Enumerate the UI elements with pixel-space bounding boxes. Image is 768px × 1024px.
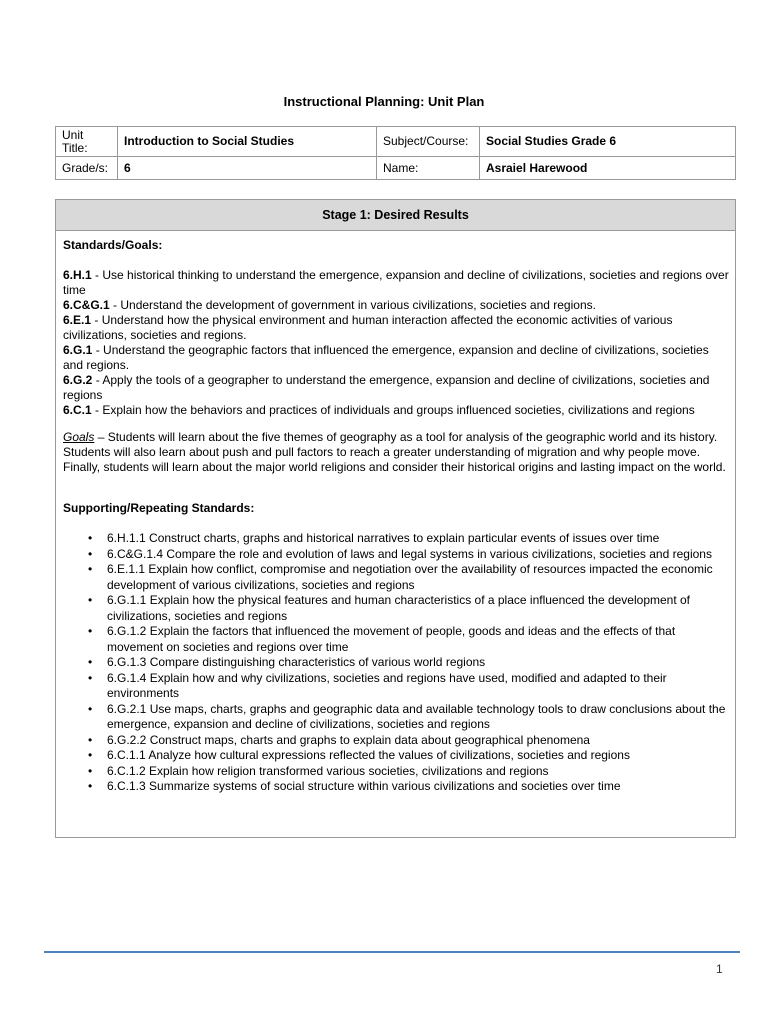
standard-item bbox=[63, 403, 729, 418]
standard-item bbox=[63, 373, 729, 403]
supporting-heading: Supporting/Repeating Standards: bbox=[63, 501, 255, 515]
page-number: 1 bbox=[716, 962, 723, 976]
unit-title-label: Unit Title: bbox=[56, 127, 118, 157]
grades-value: 6 bbox=[118, 157, 377, 180]
standard-text: - Apply the tools of a geographer to understand the emergence, expansion and decline of civilizations, societies and regions bbox=[63, 373, 710, 402]
unit-header-table bbox=[55, 126, 736, 180]
supporting-item bbox=[88, 779, 729, 795]
supporting-item bbox=[88, 670, 729, 702]
goals-paragraph bbox=[63, 430, 729, 475]
bullet-icon: • bbox=[88, 748, 93, 762]
standard-code: 6.C&G.1 bbox=[63, 298, 110, 312]
supporting-item bbox=[88, 732, 729, 749]
supporting-text: 6.C.1.2 Explain how religion transformed various societies, civilizations and regions bbox=[107, 763, 549, 778]
supporting-text: 6.G.1.1 Explain how the physical features and human characteristics of a place influenced the development of civilizations, societies and regions bbox=[107, 593, 691, 623]
supporting-text: 6.C&G.1.4 Compare the role and evolution of laws and legal systems in various civilizations, societies and regions bbox=[107, 546, 712, 561]
name-label: Name: bbox=[377, 157, 480, 180]
supporting-text: 6.E.1.1 Explain how conflict, compromise and negotiation over the availability of resources impacted the economic development of various civilizations, societies and regions bbox=[107, 562, 713, 592]
standards-heading: Standards/Goals: bbox=[63, 238, 163, 252]
standard-code: 6.G.1 bbox=[63, 343, 93, 357]
stage1-heading: Stage 1: Desired Results bbox=[56, 200, 735, 231]
stage1-body bbox=[56, 231, 735, 795]
footer-divider bbox=[44, 951, 740, 953]
standards-list bbox=[63, 268, 729, 418]
standard-code: 6.C.1 bbox=[63, 403, 92, 417]
bullet-icon: • bbox=[88, 701, 93, 716]
standard-item bbox=[63, 313, 729, 343]
standard-item bbox=[63, 268, 729, 298]
supporting-item bbox=[88, 593, 729, 624]
standard-text: - Explain how the behaviors and practices of individuals and groups influenced societies, civilizations and regions bbox=[91, 403, 695, 417]
supporting-item bbox=[88, 546, 729, 563]
supporting-text: 6.G.2.2 Construct maps, charts and graphs to explain data about geographical phenomena bbox=[107, 732, 590, 747]
document-title: Instructional Planning: Unit Plan bbox=[283, 94, 485, 109]
bullet-icon: • bbox=[88, 531, 93, 545]
standard-code: 6.H.1 bbox=[63, 268, 92, 282]
standard-code: 6.E.1 bbox=[63, 313, 92, 327]
standard-code: 6.G.2 bbox=[63, 373, 93, 387]
supporting-text: 6.G.2.1 Use maps, charts, graphs and geographic data and available technology tools to draw conclusions about the emergence, expansion and decline of civilizations, societies and regions bbox=[107, 701, 726, 731]
bullet-icon: • bbox=[88, 593, 93, 607]
subject-label: Subject/Course: bbox=[377, 127, 480, 157]
supporting-text: 6.C.1.1 Analyze how cultural expressions reflected the values of civilizations, societies and regions bbox=[107, 748, 630, 762]
supporting-standards-list bbox=[63, 531, 729, 795]
supporting-text: 6.G.1.2 Explain the factors that influenced the movement of people, goods and ideas and the effects of that movement on societies and regions over time bbox=[107, 624, 676, 654]
stage1-box bbox=[55, 199, 736, 838]
grades-label: Grade/s: bbox=[56, 157, 118, 180]
supporting-text: 6.H.1.1 Construct charts, graphs and historical narratives to explain particular events of issues over time bbox=[107, 531, 660, 545]
supporting-item bbox=[88, 763, 729, 780]
bullet-icon: • bbox=[88, 763, 93, 778]
standard-item bbox=[63, 298, 729, 313]
subject-value: Social Studies Grade 6 bbox=[480, 127, 736, 157]
name-value: Asraiel Harewood bbox=[480, 157, 736, 180]
supporting-item bbox=[88, 748, 729, 764]
supporting-item bbox=[88, 562, 729, 593]
supporting-text: 6.C.1.3 Summarize systems of social structure within various civilizations and societies over time bbox=[107, 779, 621, 793]
bullet-icon: • bbox=[88, 670, 93, 685]
supporting-text: 6.G.1.4 Explain how and why civilizations, societies and regions have used, modified and adapted to their environments bbox=[107, 670, 667, 700]
supporting-item bbox=[88, 655, 729, 671]
bullet-icon: • bbox=[88, 546, 93, 561]
unit-title-value: Introduction to Social Studies bbox=[118, 127, 377, 157]
bullet-icon: • bbox=[88, 732, 93, 747]
supporting-item bbox=[88, 624, 729, 655]
goals-label: Goals bbox=[63, 430, 95, 444]
bullet-icon: • bbox=[88, 655, 93, 669]
supporting-text: 6.G.1.3 Compare distinguishing characteristics of various world regions bbox=[107, 655, 486, 669]
bullet-icon: • bbox=[88, 624, 93, 638]
goals-text: – Students will learn about the five themes of geography as a tool for analysis of the geographic world and its history. Students will also learn about push and pull factors to reach a greater understanding of migration and why people move. Finally, students will learn about the major world religions and consider their historical origins and lasting impact on the world. bbox=[63, 430, 726, 474]
header-row-1 bbox=[56, 127, 736, 157]
standard-item bbox=[63, 343, 729, 373]
bullet-icon: • bbox=[88, 562, 93, 576]
standard-text: - Understand the geographic factors that influenced the emergence, expansion and decline of civilizations, societies and regions. bbox=[63, 343, 709, 372]
standard-text: - Use historical thinking to understand the emergence, expansion and decline of civilizations, societies and regions over time bbox=[63, 268, 729, 297]
bullet-icon: • bbox=[88, 779, 93, 793]
standard-text: - Understand how the physical environment and human interaction affected the economic activities of various civilizations, societies and regions. bbox=[63, 313, 673, 342]
supporting-item bbox=[88, 531, 729, 547]
supporting-item bbox=[88, 701, 729, 733]
header-row-2 bbox=[56, 157, 736, 180]
standard-text: - Understand the development of government in various civilizations, societies and regions. bbox=[109, 298, 596, 312]
